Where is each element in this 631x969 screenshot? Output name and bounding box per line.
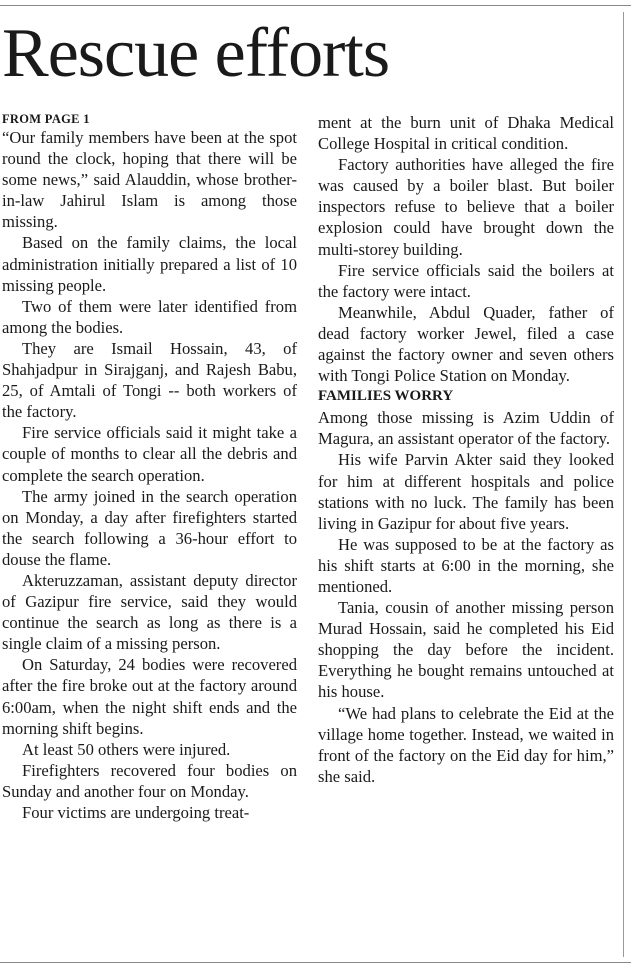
paragraph: On Saturday, 24 bodies were recovered after the fire broke out at the factory around 6:00am, when the night shift ends and the morning shift begins. [2, 655, 297, 738]
paragraph: The army joined in the search operation on Monday, a day after firefighters started the search following a 36-hour effort to douse the flame. [2, 486, 297, 569]
paragraph: Four victims are undergoing treat- [22, 803, 250, 822]
paragraph: He was supposed to be at the factory as his shift starts at 6:00 in the morning, she mentioned. [318, 534, 614, 596]
paragraph: Two of them were later identified from among the bodies. [2, 296, 297, 337]
paragraph: Firefighters recovered four bodies on Sunday and another four on Monday. [2, 760, 297, 801]
paragraph: “Our family members have been at the spot round the clock, hoping that there will be some news,” said Alauddin, whose brother-in-law Jahirul Islam is among those missing. [2, 128, 297, 232]
paragraph: Based on the family claims, the local administration initially prepared a list of 10 missing people. [2, 233, 297, 295]
article-column-1 [2, 112, 297, 823]
paragraph: “We had plans to celebrate the Eid at the village home together. Instead, we waited in front of the factory on the Eid day for him,” she said. [318, 703, 614, 786]
right-column-rule [623, 12, 624, 957]
subheading: FAMILIES WORRY [318, 388, 454, 405]
paragraph: Among those missing is Azim Uddin of Magura, an assistant operator of the factory. [318, 408, 614, 449]
paragraph: Tania, cousin of another missing person Murad Hossain, said he completed his Eid shopping the day before the incident. Everything he bought remains untouched at his house. [318, 598, 614, 702]
paragraph: ment at the burn unit of Dhaka Medical College Hospital in critical condition. [318, 113, 614, 154]
paragraph: His wife Parvin Akter said they looked for him at different hospitals and police stations with no luck. The family has been living in Gazipur for about five years. [318, 450, 614, 533]
headline: Rescue efforts [2, 15, 390, 92]
continuation-kicker: FROM PAGE 1 [2, 112, 90, 126]
paragraph: Akteruzzaman, assistant deputy director of Gazipur fire service, said they would continue the search as long as there is a single claim of a missing person. [2, 570, 297, 654]
paragraph: At least 50 others were injured. [22, 739, 231, 759]
paragraph: Meanwhile, Abdul Quader, father of dead factory worker Jewel, filed a case against the factory owner and seven others with Tongi Police Station on Monday. [318, 302, 614, 386]
paragraph: Fire service officials said it might take a couple of months to clear all the debris and complete the search operation. [2, 423, 297, 485]
top-rule [0, 5, 631, 6]
paragraph: Fire service officials said the boilers at the factory were intact. [318, 260, 614, 301]
article-column-2 [318, 112, 614, 787]
paragraph: They are Ismail Hossain, 43, of Shahjadpur in Sirajganj, and Rajesh Babu, 25, of Amtali of Tongi -- both workers of the factory. [2, 338, 297, 422]
paragraph: Factory authorities have alleged the fire was caused by a boiler blast. But boiler inspectors refuse to believe that a boiler explosion could have brought down the multi-storey building. [318, 155, 614, 259]
bottom-rule [0, 962, 631, 963]
